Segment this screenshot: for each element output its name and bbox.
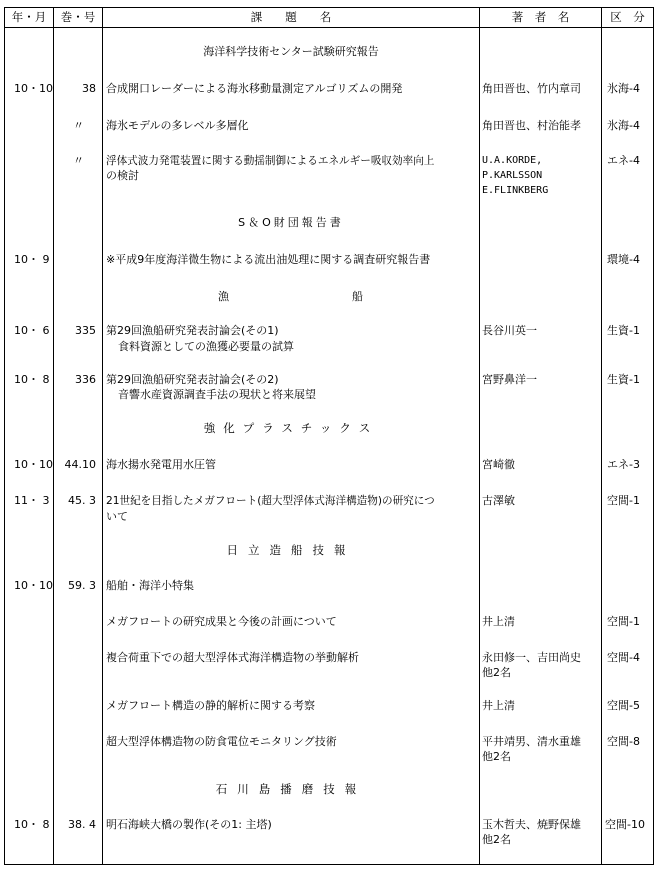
- row-date: 10・ 6: [14, 324, 50, 337]
- column-divider: [102, 7, 103, 865]
- row-date: 10・ 8: [14, 818, 50, 831]
- row-title: 合成開口レーダーによる海氷移動量測定アルゴリズムの開発: [106, 82, 403, 95]
- section-heading: 漁: [218, 290, 229, 303]
- row-category: エネ-4: [607, 154, 640, 167]
- row-title-cont: 食料資源としての漁獲必要量の試算: [118, 340, 294, 353]
- section-heading: 強化プラスチックス: [203, 421, 379, 435]
- header-author: 著 者 名: [511, 10, 570, 24]
- row-volume: 44.10: [64, 458, 96, 471]
- row-category: 空間-1: [607, 615, 640, 628]
- row-title: 超大型浮体構造物の防食電位モニタリング技術: [106, 735, 337, 748]
- row-author: 平井靖男、清水重雄: [482, 735, 581, 748]
- row-category: エネ-3: [607, 458, 640, 471]
- row-author: U.A.KORDE,: [482, 155, 543, 166]
- row-title: 海水揚水発電用水圧管: [106, 458, 216, 471]
- row-date: 10・ 8: [14, 373, 50, 386]
- row-author: 宮野鼻洋一: [482, 373, 537, 386]
- header-volume: 巻・号: [60, 10, 96, 24]
- section-heading: S＆O財団報告書: [238, 216, 344, 229]
- row-volume: 335: [75, 324, 96, 337]
- section-heading: 海洋科学技術センター試験研究報告: [203, 45, 379, 58]
- row-author: 宮崎徹: [482, 458, 515, 471]
- row-date: 10・10: [14, 458, 53, 471]
- row-title-cont: の検討: [106, 169, 139, 182]
- row-title-cont: 音響水産資源調査手法の現状と将来展望: [118, 388, 316, 401]
- row-author: 角田晋也、竹内章司: [482, 82, 581, 95]
- row-category: 空間-8: [607, 735, 640, 748]
- row-category: 氷海-4: [607, 119, 640, 132]
- row-title: 複合荷重下での超大型浮体式海洋構造物の挙動解析: [106, 651, 359, 664]
- row-volume: 336: [75, 373, 96, 386]
- row-category: 氷海-4: [607, 82, 640, 95]
- section-heading: 石川島播磨技報: [215, 782, 367, 796]
- row-author: 角田晋也、村治能孝: [482, 119, 581, 132]
- row-title: 明石海峡大橋の製作(その1: 主塔): [106, 818, 272, 831]
- row-category: 空間-4: [607, 651, 640, 664]
- row-author-cont: 他2名: [482, 833, 511, 846]
- section-heading: 船: [352, 290, 363, 303]
- row-date: 10・10: [14, 82, 53, 95]
- header-year-month: 年・月: [11, 10, 47, 24]
- row-category: 環境-4: [607, 253, 640, 266]
- row-author: P.KARLSSON: [482, 170, 543, 181]
- row-title: 第29回漁船研究発表討論会(その2): [106, 373, 279, 386]
- row-author: 井上清: [482, 699, 515, 712]
- header-title: 課 題 名: [250, 10, 332, 24]
- header-category: 区 分: [610, 10, 645, 24]
- row-volume: 〃: [73, 119, 84, 132]
- row-title: 第29回漁船研究発表討論会(その1): [106, 324, 279, 337]
- row-title-cont: いて: [106, 510, 128, 523]
- row-date: 11・ 3: [14, 494, 50, 507]
- row-title: メガフロート構造の静的解析に関する考察: [106, 699, 315, 712]
- row-category: 空間-5: [607, 699, 640, 712]
- row-category: 生資-1: [607, 373, 640, 386]
- row-author: E.FLINKBERG: [482, 185, 549, 196]
- row-category: 空間-1: [607, 494, 640, 507]
- row-category: 空間-10: [605, 818, 645, 831]
- row-volume: 38: [82, 82, 96, 95]
- row-category: 生資-1: [607, 324, 640, 337]
- row-volume: 〃: [73, 154, 84, 167]
- row-volume: 45. 3: [68, 494, 96, 507]
- row-volume: 38. 4: [68, 818, 96, 831]
- row-author: 玉木哲夫、焼野保雄: [482, 818, 581, 831]
- row-date: 10・10: [14, 579, 53, 592]
- column-divider: [53, 7, 54, 865]
- row-author: 長谷川英一: [482, 324, 537, 337]
- row-title: 船舶・海洋小特集: [106, 579, 194, 592]
- section-heading: 日立造船技報: [226, 543, 356, 557]
- row-title: 海氷モデルの多レベル多層化: [106, 119, 249, 132]
- row-author-cont: 他2名: [482, 750, 511, 763]
- column-divider: [479, 7, 480, 865]
- column-divider: [601, 7, 602, 865]
- row-title: 浮体式波力発電装置に関する動揺制御によるエネルギー吸収効率向上: [106, 155, 435, 167]
- row-date: 10・ 9: [14, 253, 50, 266]
- row-volume: 59. 3: [68, 579, 96, 592]
- row-title: メガフロートの研究成果と今後の計画について: [106, 615, 337, 628]
- row-title: ※平成9年度海洋微生物による流出油処理に関する調査研究報告書: [106, 253, 431, 266]
- row-title: 21世紀を目指したメガフロート(超大型浮体式海洋構造物)の研究につ: [106, 495, 435, 507]
- row-author-cont: 他2名: [482, 666, 511, 679]
- row-author: 永田修一、吉田尚史: [482, 651, 581, 664]
- row-author: 古澤敏: [482, 494, 515, 507]
- row-author: 井上清: [482, 615, 515, 628]
